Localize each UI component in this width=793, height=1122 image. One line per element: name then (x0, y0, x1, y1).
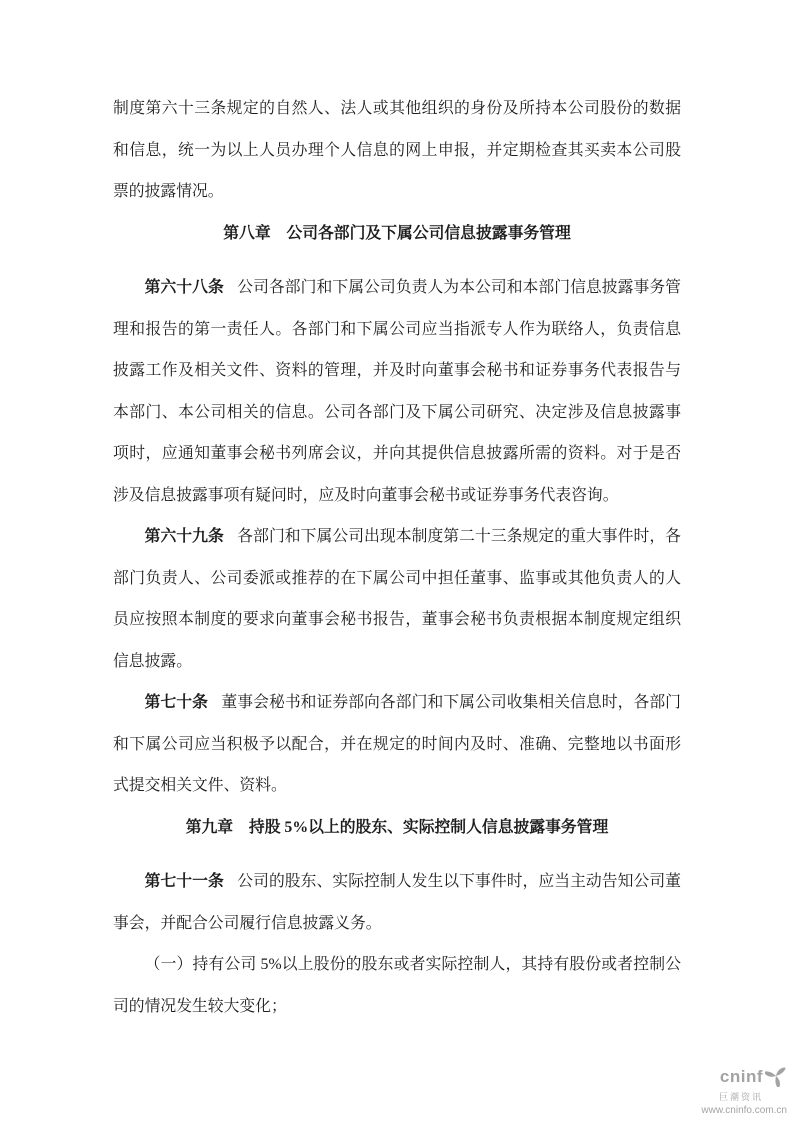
article-number: 第六十九条 (144, 528, 224, 545)
cninfo-url: www.cninfo.com.cn (701, 1105, 787, 1116)
cninfo-pinwheel-icon (765, 1065, 787, 1091)
paragraph-text: 公司各部门和下属公司负责人为本公司和本部门信息披露事务管理和报告的第一责任人。各部门和下属公司应当指派专人作为联络人，负责信息披露工作及相关文件、资料的管理，并及时向董事会秘书和证券事务代表报告与本部门、本公司相关的信息。公司各部门及下属公司研究、决定涉及信息披露事项时，应通知董事会秘书列席会议，并向其提供信息披露所需的资料。对于是否涉及信息披露事项有疑问时，应及时向董事会秘书或证券事务代表咨询。 (113, 279, 681, 504)
article-number: 第七十一条 (144, 873, 224, 890)
paragraph-text: 董事会秘书和证券部向各部门和下属公司收集相关信息时，各部门和下属公司应当积极予以配合，并在规定的时间内及时、准确、完整地以书面形式提交相关文件、资料。 (113, 694, 681, 794)
paragraph (113, 944, 681, 1027)
chapter-heading: 第九章 持股 5%以上的股东、实际控制人信息披露事务管理 (185, 818, 609, 836)
cninfo-logo (667, 1068, 787, 1116)
paragraph (113, 861, 681, 944)
paragraph (113, 267, 681, 516)
article-number: 第六十八条 (144, 279, 224, 296)
chapter-heading: 第八章 公司各部门及下属公司信息披露事务管理 (223, 224, 571, 242)
paragraph (113, 516, 681, 682)
paragraph-text: 各部门和下属公司出现本制度第二十三条规定的重大事件时，各部门负责人、公司委派或推荐的在下属公司中担任董事、监事或其他负责人的人员应按照本制度的要求向董事会秘书报告，董事会秘书负责根据本制度规定组织信息披露。 (113, 528, 681, 670)
paragraph (113, 88, 681, 213)
paragraph-text: （一）持有公司 5%以上股份的股东或者实际控制人，其持有股份或者控制公司的情况发生较大变化； (113, 956, 681, 1015)
paragraph-text: 制度第六十三条规定的自然人、法人或其他组织的身份及所持本公司股份的数据和信息，统一为以上人员办理个人信息的网上申报，并定期检查其买卖本公司股票的披露情况。 (113, 100, 681, 200)
cninfo-brand-text: cninf (719, 1067, 763, 1086)
cninfo-brand-chinese: 巨潮资讯 (718, 1092, 763, 1102)
cninfo-brand-row (667, 1068, 787, 1091)
article-number: 第七十条 (144, 694, 208, 711)
paragraph-text: 公司的股东、实际控制人发生以下事件时，应当主动告知公司董事会，并配合公司履行信息披露义务。 (113, 873, 681, 932)
paragraph (113, 682, 681, 807)
